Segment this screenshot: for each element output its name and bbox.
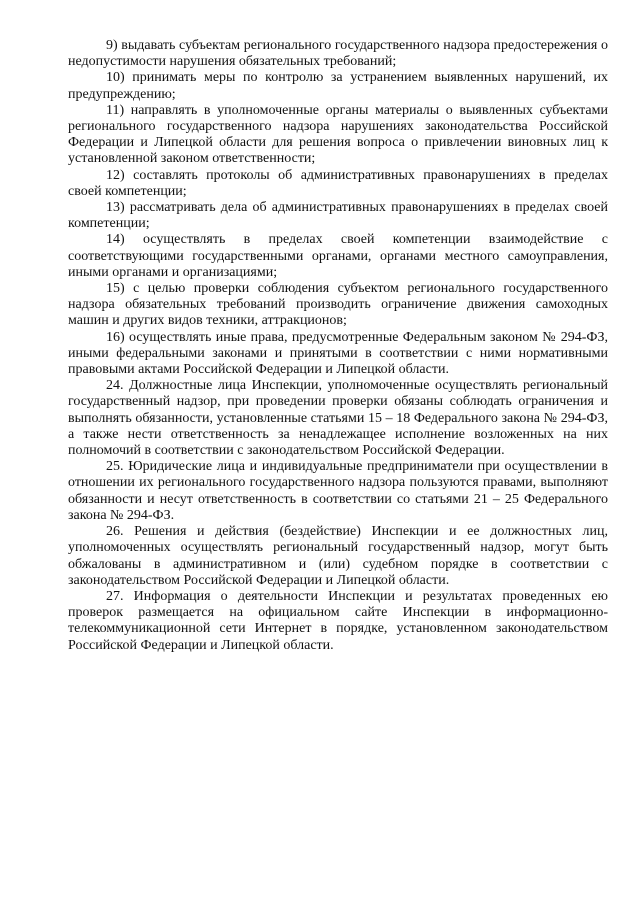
document-page [68,38,608,654]
paragraph-12: 12) составлять протоколы об административных правонарушениях в пределах своей компетенции; [68,167,608,199]
paragraph-9: 9) выдавать субъектам регионального государственного надзора предостережения о недопустимости нарушения обязательных требований; [68,38,608,70]
paragraph-27: 27. Информация о деятельности Инспекции и результатах проведенных ею проверок размещается на официальном сайте Инспекции в информационно-телекоммуникационной сети Интернет в порядке, установленном законодательством Российской Федерации и Липецкой области. [68,588,608,653]
paragraph-15: 15) с целью проверки соблюдения субъектом регионального государственного надзора обязательных требований производить ограничение движения самоходных машин и других видов техники, аттракционов; [68,281,608,329]
paragraph-10: 10) принимать меры по контролю за устранением выявленных нарушений, их предупреждению; [68,70,608,102]
paragraph-13: 13) рассматривать дела об административных правонарушениях в пределах своей компетенции; [68,200,608,232]
paragraph-11: 11) направлять в уполномоченные органы материалы о выявленных субъектами регионального государственного надзора нарушениях законодательства Российской Федерации и Липецкой области для решения вопроса о привлечении виновных лиц к установленной законом ответственности; [68,102,608,167]
paragraph-24: 24. Должностные лица Инспекции, уполномоченные осуществлять региональный государственный надзор, при проведении проверки обязаны соблюдать ограничения и выполнять обязанности, установленные статьями 15 – 18 Федерального закона № 294-ФЗ, а также нести ответственность за ненадлежащее исполнение возложенных на них полномочий в соответствии с законодательством Российской Федерации. [68,378,608,459]
paragraph-16: 16) осуществлять иные права, предусмотренные Федеральным законом № 294-ФЗ, иными федеральными законами и принятыми в соответствии с ними нормативными правовыми актами Российской Федерации и Липецкой области. [68,329,608,378]
paragraph-25: 25. Юридические лица и индивидуальные предприниматели при осуществлении в отношении их регионального государственного надзора пользуются правами, выполняют обязанности и несут ответственность в соответствии со статьями 21 – 25 Федерального закона № 294-ФЗ. [68,459,608,523]
paragraph-14: 14) осуществлять в пределах своей компетенции взаимодействие с соответствующими государственными органами, органами местного самоуправления, иными органами и организациями; [68,232,608,280]
paragraph-26: 26. Решения и действия (бездействие) Инспекции и ее должностных лиц, уполномоченных осуществлять региональный государственный надзор, могут быть обжалованы в административном и (или) судебном порядке в соответствии с законодательством Российской Федерации и Липецкой области. [68,524,608,588]
